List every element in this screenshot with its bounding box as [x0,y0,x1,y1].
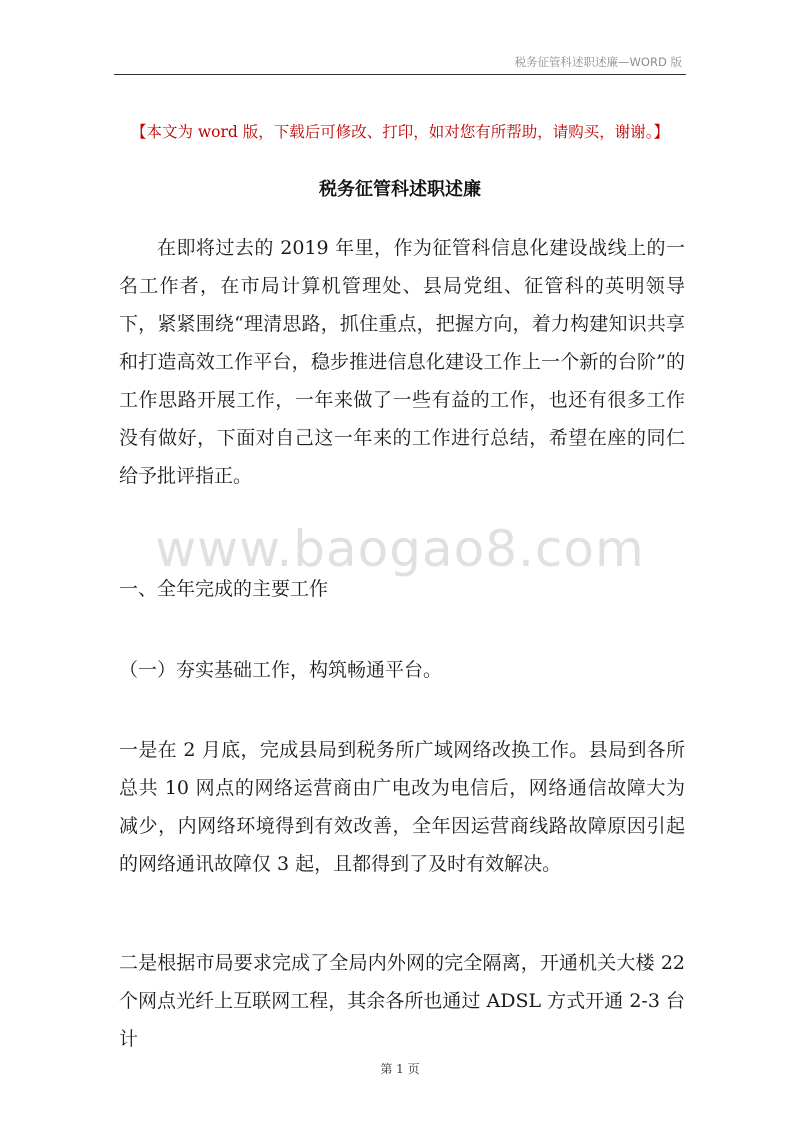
running-header: 税务征管科述职述廉—WORD 版 [514,55,682,69]
subsection-heading: （一）夯实基础工作，构筑畅通平台。 [119,659,443,681]
body-paragraph-1: 一是在 2 月底，完成县局到税务所广域网络改换工作。县局到各所总共 10 网点的网络运营商由广电改为电信后，网络通信故障大为减少，内网络环境得到有效改善，全年因运营商线路故障原因引起的网络通讯故障仅 3 起，且都得到了及时有效解决。 [119,739,685,875]
intro-paragraph: 在即将过去的 2019 年里，作为征管科信息化建设战线上的一名工作者，在市局计算机管理处、县局党组、征管科的英明领导下，紧紧围绕“理清思路，抓住重点，把握方向，着力构建知识共享和打造高效工作平台，稳步推进信息化建设工作上一个新的台阶”的工作思路开展工作，一年来做了一些有益的工作，也还有很多工作没有做好，下面对自己这一年来的工作进行总结，希望在座的同仁给予批评指正。 [119,237,685,487]
page-number: 第 1 页 [380,1062,420,1076]
document-title: 税务征管科述职述廉 [319,179,481,200]
section-heading: 一、全年完成的主要工作 [119,578,329,600]
purchase-notice: 【本文为 word 版，下载后可修改、打印，如对您有所帮助，请购买，谢谢。】 [130,123,670,141]
watermark: www.baogao8.com [155,520,645,578]
header-divider [114,74,686,75]
body-paragraph-2: 二是根据市局要求完成了全局内外网的完全隔离，开通机关大楼 22 个网点光纤上互联网工程，其余各所也通过 ADSL 方式开通 2-3 台计 [119,952,685,1050]
